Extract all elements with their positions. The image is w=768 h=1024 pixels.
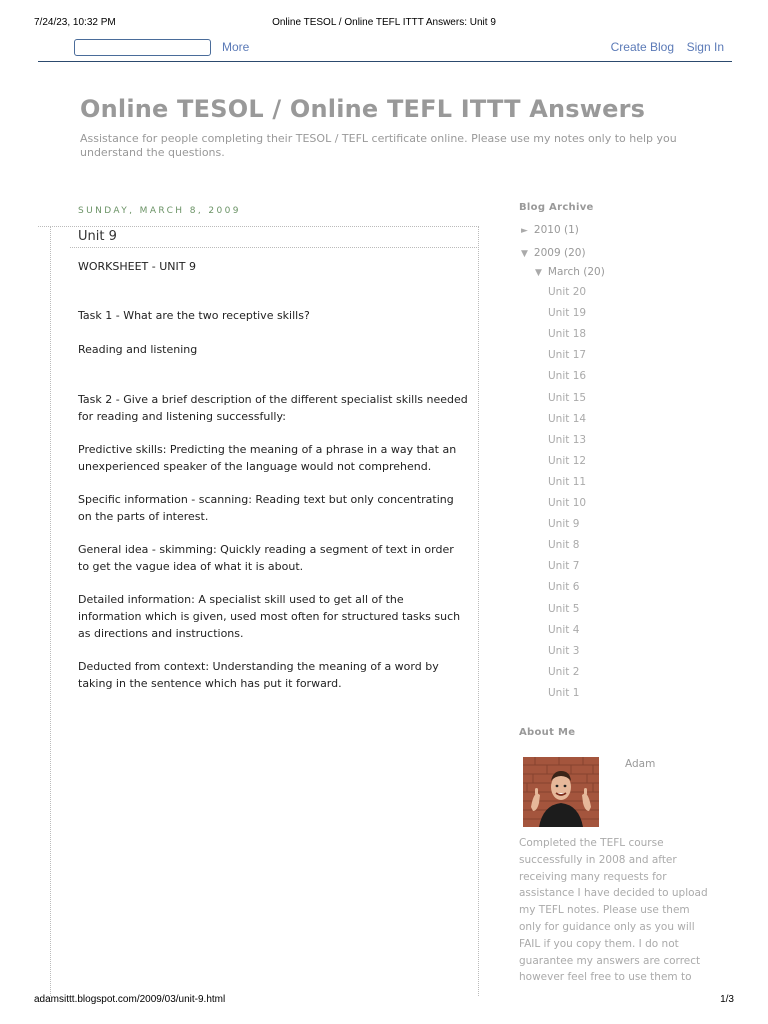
archive-post-link[interactable]: Unit 4 xyxy=(548,623,580,636)
archive-post-link[interactable]: Unit 17 xyxy=(548,349,587,362)
sign-in-link[interactable]: Sign In xyxy=(686,40,724,54)
post-title-divider xyxy=(70,247,479,248)
profile-description: Completed the TEFL course successfully in 2008 and after receiving many requests for assistance I have decided to upload my TEFL notes. Please use them only for guidance only as you will FAIL if you copy them. I do not guarantee my answers are correct however feel free to use them to xyxy=(519,837,708,984)
collapse-triangle-icon[interactable]: ▼ xyxy=(521,249,528,259)
archive-post-link[interactable]: Unit 9 xyxy=(548,518,580,531)
print-date: 7/24/23, 10:32 PM xyxy=(34,17,116,28)
blogger-navbar xyxy=(38,36,732,62)
archive-post-link[interactable]: Unit 18 xyxy=(548,328,587,341)
profile-photo[interactable] xyxy=(523,757,599,827)
post-paragraph: General idea - skimming: Quickly reading a segment of text in order to get the vague idea of what it is about. xyxy=(78,543,454,573)
post-paragraph: Detailed information: A specialist skill used to get all of the information which is given, used most often for structured tasks such as directions and instructions. xyxy=(78,593,461,640)
archive-post-link[interactable]: Unit 1 xyxy=(548,686,580,699)
post-body xyxy=(78,258,468,692)
more-link[interactable]: More xyxy=(222,40,250,54)
post-date-header: SUNDAY, MARCH 8, 2009 xyxy=(78,206,241,216)
search-input[interactable] xyxy=(74,39,211,56)
archive-post-link[interactable]: Unit 19 xyxy=(548,307,587,320)
archive-post-link[interactable]: Unit 11 xyxy=(548,475,587,488)
blog-title[interactable]: Online TESOL / Online TEFL ITTT Answers xyxy=(80,95,646,123)
create-blog-link[interactable]: Create Blog xyxy=(610,40,674,54)
expand-triangle-icon[interactable]: ► xyxy=(521,226,528,236)
post-paragraph: Deducted from context: Understanding the meaning of a word by taking in the sentence which has put it forward. xyxy=(78,660,439,690)
archive-month-label[interactable]: March (20) xyxy=(547,266,605,278)
post-paragraph: Reading and listening xyxy=(78,343,198,356)
archive-post-link[interactable]: Unit 6 xyxy=(548,581,580,594)
profile-photo-image xyxy=(523,757,599,827)
archive-year-label[interactable]: 2009 (20) xyxy=(533,247,586,259)
archive-post-link[interactable]: Unit 10 xyxy=(548,497,587,509)
archive-post-link[interactable]: Unit 13 xyxy=(548,433,587,446)
post-title[interactable]: Unit 9 xyxy=(78,229,117,244)
archive-post-link[interactable]: Unit 7 xyxy=(548,560,580,573)
archive-year-2009[interactable] xyxy=(521,247,586,259)
post-paragraph: Task 2 - Give a brief description of the different specialist skills needed for reading and listening successfully: xyxy=(78,393,468,423)
archive-post-link[interactable]: Unit 5 xyxy=(548,602,580,615)
archive-year-2010[interactable] xyxy=(521,224,579,236)
print-header xyxy=(0,17,768,31)
print-url: adamsittt.blogspot.com/2009/03/unit-9.html xyxy=(34,994,226,1005)
archive-post-link[interactable]: Unit 12 xyxy=(548,454,587,467)
blog-archive-heading: Blog Archive xyxy=(519,202,594,213)
archive-post-link[interactable]: Unit 3 xyxy=(548,644,580,657)
archive-month-march[interactable] xyxy=(535,266,605,278)
about-me-heading: About Me xyxy=(519,727,576,738)
archive-year-label[interactable]: 2010 (1) xyxy=(533,224,579,236)
archive-post-link[interactable]: Unit 15 xyxy=(548,391,587,404)
archive-post-link[interactable]: Unit 8 xyxy=(548,539,580,552)
archive-post-link[interactable]: Unit 2 xyxy=(548,665,580,678)
archive-post-link[interactable]: Unit 20 xyxy=(548,286,587,298)
post-paragraph: WORKSHEET - UNIT 9 xyxy=(78,260,196,273)
archive-post-link[interactable]: Unit 14 xyxy=(548,412,587,425)
archive-post-link[interactable]: Unit 16 xyxy=(548,370,587,383)
post-paragraph: Predictive skills: Predicting the meaning of a phrase in a way that an unexperienced speaker of the language would not comprehend. xyxy=(78,443,457,473)
post-paragraph: Specific information - scanning: Reading text but only concentrating on the parts of interest. xyxy=(78,493,454,523)
print-page-number: 1/3 xyxy=(720,994,734,1005)
print-title: Online TESOL / Online TEFL ITTT Answers: Unit 9 xyxy=(272,17,496,28)
collapse-triangle-icon[interactable]: ▼ xyxy=(535,268,542,278)
profile-name-link[interactable]: Adam xyxy=(625,758,656,770)
post-paragraph: Task 1 - What are the two receptive skills? xyxy=(78,309,310,322)
blog-description: Assistance for people completing their TESOL / TEFL certificate online. Please use my notes only to help you understand the questions. xyxy=(80,132,677,159)
